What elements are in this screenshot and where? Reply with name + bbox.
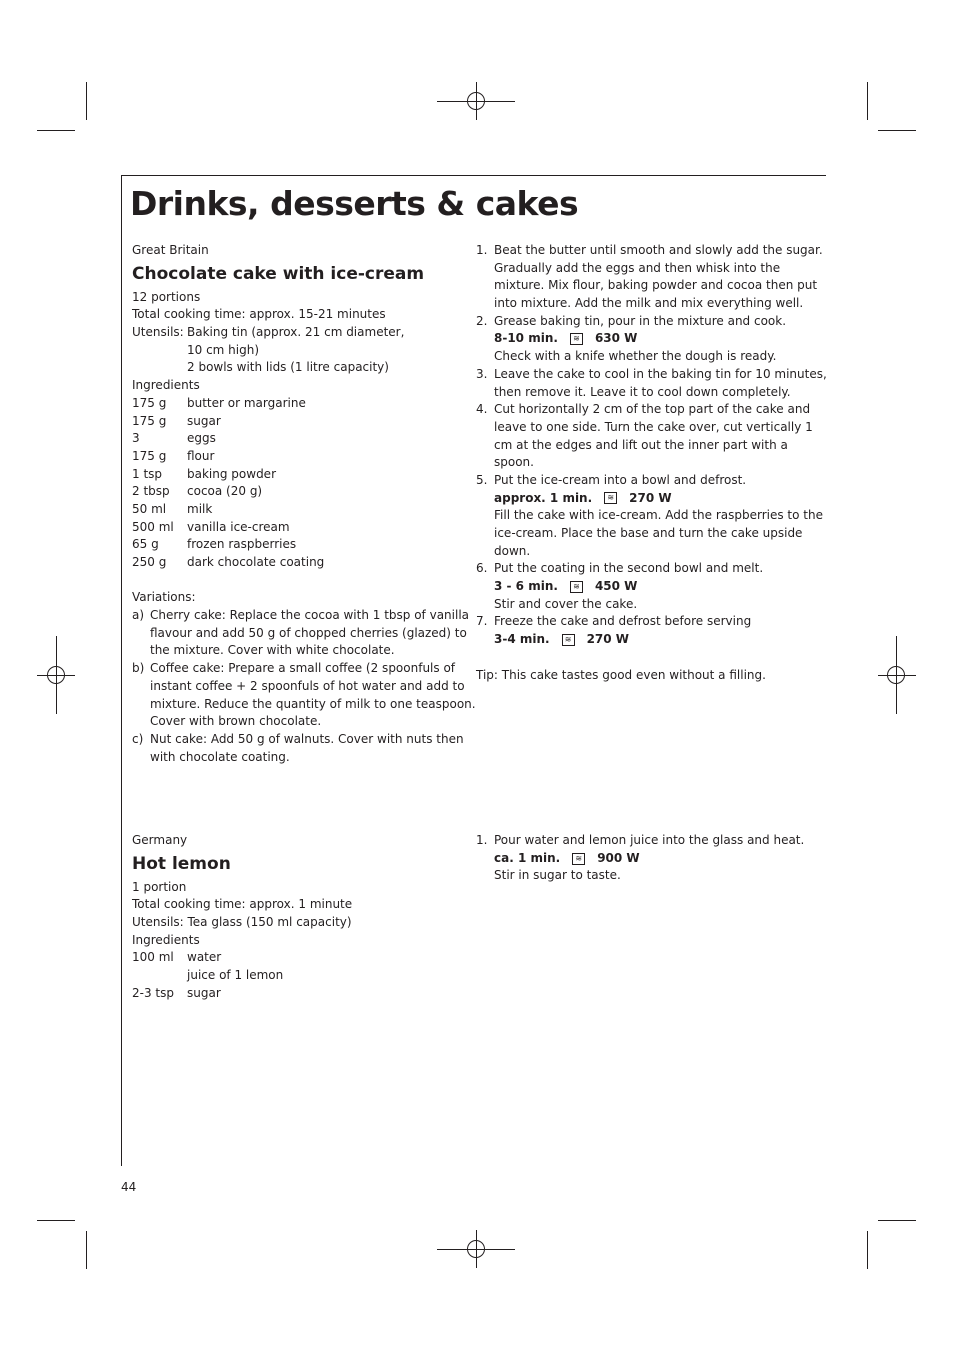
ingredient-name: baking powder bbox=[187, 466, 276, 481]
ingredient-row bbox=[132, 395, 462, 413]
recipe2-portions: 1 portion bbox=[132, 879, 187, 894]
recipe1-region: Great Britain bbox=[132, 243, 209, 257]
variation-line: Cherry cake: Replace the cocoa with 1 tbsp of vanilla bbox=[150, 608, 470, 623]
ingredient-row bbox=[132, 501, 462, 519]
utensil-line: Baking tin (approx. 21 cm diameter, bbox=[187, 325, 405, 340]
ingredient-qty bbox=[132, 967, 187, 985]
recipe1-title: Chocolate cake with ice-cream bbox=[132, 263, 425, 284]
variation-line: Coffee cake: Prepare a small coffee (2 spoonfuls of bbox=[150, 661, 456, 676]
step-number: 4. bbox=[476, 402, 488, 417]
utensil-line: 10 cm high) bbox=[187, 342, 260, 357]
setting-time: approx. 1 min. bbox=[494, 490, 593, 505]
cooking-setting bbox=[494, 578, 637, 596]
step-number: 3. bbox=[476, 366, 488, 381]
microwave-power-icon: ≋ bbox=[570, 333, 583, 345]
step-4 bbox=[476, 401, 816, 472]
step-number: 5. bbox=[476, 472, 488, 487]
ingredient-row bbox=[132, 985, 462, 1003]
page-number: 44 bbox=[121, 1180, 137, 1194]
recipe1-utensils bbox=[132, 324, 462, 342]
step-number: 2. bbox=[476, 313, 488, 328]
step-line: Stir in sugar to taste. bbox=[494, 868, 621, 883]
step-line: Cut horizontally 2 cm of the top part of the cake and bbox=[494, 402, 811, 417]
step-number: 1. bbox=[476, 243, 488, 257]
ingredient-name: butter or margarine bbox=[187, 395, 306, 410]
ingredient-name: water bbox=[187, 950, 222, 965]
setting-time: 3 - 6 min. bbox=[494, 579, 558, 594]
ingredient-name: milk bbox=[187, 501, 213, 516]
step-line: Check with a knife whether the dough is ready. bbox=[494, 349, 777, 364]
setting-time: 8-10 min. bbox=[494, 331, 558, 346]
ingredient-qty: 2 tbsp bbox=[132, 484, 170, 499]
ingredient-qty: 65 g bbox=[132, 537, 159, 552]
ingredient-name: flour bbox=[187, 448, 215, 463]
microwave-power-icon: ≋ bbox=[570, 581, 583, 593]
step-line: Gradually add the eggs and then whisk into the bbox=[494, 260, 781, 275]
ingredient-qty: 175 g bbox=[132, 395, 167, 410]
step-line: Put the coating in the second bowl and melt. bbox=[494, 561, 764, 576]
recipe2-method bbox=[476, 832, 816, 885]
setting-time: 3-4 min. bbox=[494, 632, 550, 647]
step-line: into mixture. Add the milk and mix everything well. bbox=[494, 296, 804, 311]
recipe1-info bbox=[132, 242, 476, 766]
step-7 bbox=[476, 613, 816, 648]
recipe2-utensils: Utensils: Tea glass (150 ml capacity) bbox=[132, 915, 352, 930]
recipe2-ingredient-list bbox=[132, 949, 462, 1002]
utensils-label: Utensils: bbox=[132, 325, 184, 340]
frame-left-rule bbox=[121, 175, 122, 1166]
ingredient-name: vanilla ice-cream bbox=[187, 519, 290, 534]
step-line: cm at the edges and lift out the inner part with a bbox=[494, 437, 788, 452]
ingredient-name: sugar bbox=[187, 413, 221, 428]
recipe2-region: Germany bbox=[132, 833, 188, 847]
step-1 bbox=[476, 242, 823, 313]
microwave-power-icon: ≋ bbox=[562, 634, 575, 646]
variation-letter: c) bbox=[132, 731, 144, 746]
ingredients-label: Ingredients bbox=[132, 378, 200, 393]
step-line: ice-cream. Place the base and turn the cake upside bbox=[494, 526, 803, 540]
cooking-setting bbox=[494, 631, 629, 649]
setting-power: 270 W bbox=[629, 490, 672, 505]
step-line: spoon. bbox=[494, 455, 534, 470]
step-line: then remove it. Leave it to cool down completely. bbox=[494, 384, 791, 399]
variation-line: mixture. Reduce the quantity of milk to one teaspoon. bbox=[150, 696, 476, 711]
ingredient-row bbox=[132, 413, 462, 431]
ingredient-qty: 175 g bbox=[132, 413, 167, 428]
ingredient-qty: 100 ml bbox=[132, 950, 174, 965]
variation-letter: a) bbox=[132, 608, 145, 623]
cooking-setting bbox=[494, 850, 640, 868]
step-number: 6. bbox=[476, 561, 488, 576]
microwave-power-icon: ≋ bbox=[604, 492, 617, 504]
page-title: Drinks, desserts & cakes bbox=[130, 184, 579, 223]
step-number: 7. bbox=[476, 614, 488, 629]
ingredient-qty: 500 ml bbox=[132, 519, 174, 534]
ingredients-label: Ingredients bbox=[132, 932, 200, 947]
step-line: leave to one side. Turn the cake over, cut vertically 1 bbox=[494, 419, 813, 434]
variation-b bbox=[132, 660, 476, 731]
step-line: Leave the cake to cool in the baking tin for 10 minutes, bbox=[494, 366, 827, 381]
ingredient-qty: 50 ml bbox=[132, 501, 167, 516]
ingredient-qty: 250 g bbox=[132, 555, 167, 569]
variation-letter: b) bbox=[132, 661, 145, 676]
ingredient-name: eggs bbox=[187, 431, 216, 446]
variation-line: the mixture. Cover with white chocolate. bbox=[150, 643, 395, 658]
step-line: Freeze the cake and defrost before serving bbox=[494, 614, 752, 629]
variation-line: instant coffee + 2 spoonfuls of hot water and add to bbox=[150, 678, 465, 693]
variations-label: Variations: bbox=[132, 590, 196, 605]
ingredient-row bbox=[132, 554, 462, 572]
recipe1-ingredient-list bbox=[132, 395, 462, 572]
setting-power: 450 W bbox=[594, 579, 638, 594]
variation-line: with chocolate coating. bbox=[150, 749, 290, 764]
ingredient-name: juice of 1 lemon bbox=[187, 968, 284, 983]
ingredient-row bbox=[132, 967, 462, 985]
ingredient-qty: 2-3 tsp bbox=[132, 985, 174, 1000]
step-2 bbox=[476, 313, 816, 366]
recipe1-portions: 12 portions bbox=[132, 289, 201, 304]
ingredient-name: frozen raspberries bbox=[187, 537, 297, 552]
ingredient-qty: 1 tsp bbox=[132, 466, 163, 481]
cooking-setting bbox=[494, 330, 637, 348]
ingredient-name: cocoa (20 g) bbox=[187, 484, 263, 499]
ingredient-row bbox=[132, 430, 462, 448]
ingredient-name: sugar bbox=[187, 985, 221, 1000]
step-number: 1. bbox=[476, 833, 488, 847]
ingredient-name: dark chocolate coating bbox=[187, 555, 325, 569]
ingredient-row bbox=[132, 483, 462, 501]
recipe1-cooking-time: Total cooking time: approx. 15-21 minutes bbox=[132, 307, 386, 322]
variation-line: Nut cake: Add 50 g of walnuts. Cover with nuts then bbox=[150, 731, 464, 746]
microwave-power-icon: ≋ bbox=[572, 853, 585, 865]
setting-power: 270 W bbox=[586, 632, 630, 647]
setting-power: 900 W bbox=[597, 850, 640, 865]
ingredient-qty: 175 g bbox=[132, 448, 167, 463]
ingredient-row bbox=[132, 519, 462, 537]
frame-top-rule bbox=[121, 175, 826, 176]
utensil-line: 2 bowls with lids (1 litre capacity) bbox=[187, 360, 389, 375]
step-line: Pour water and lemon juice into the glass and heat. bbox=[494, 833, 805, 847]
cooking-setting bbox=[494, 490, 672, 508]
recipe2-cooking-time: Total cooking time: approx. 1 minute bbox=[132, 897, 353, 912]
variation-a bbox=[132, 607, 470, 660]
step-line: Put the ice-cream into a bowl and defrost. bbox=[494, 472, 747, 487]
step-1 bbox=[476, 832, 816, 885]
step-5 bbox=[476, 472, 823, 560]
recipe2-info bbox=[132, 832, 462, 1003]
variation-c bbox=[132, 731, 462, 766]
step-line: Stir and cover the cake. bbox=[494, 596, 638, 611]
setting-time: ca. 1 min. bbox=[494, 850, 561, 865]
step-line: mixture. Mix flour, baking powder and cocoa then put bbox=[494, 278, 818, 293]
variation-line: Cover with brown chocolate. bbox=[150, 714, 322, 729]
recipe1-method bbox=[476, 242, 827, 684]
step-line: Fill the cake with ice-cream. Add the raspberries to the bbox=[494, 508, 823, 523]
ingredient-qty: 3 bbox=[132, 431, 140, 446]
ingredient-row bbox=[132, 536, 462, 554]
ingredient-row bbox=[132, 448, 462, 466]
step-3 bbox=[476, 366, 827, 401]
step-line: down. bbox=[494, 543, 531, 558]
ingredient-row bbox=[132, 466, 462, 484]
step-line: Grease baking tin, pour in the mixture and cook. bbox=[494, 313, 787, 328]
setting-power: 630 W bbox=[594, 331, 638, 346]
step-line: Beat the butter until smooth and slowly add the sugar. bbox=[494, 243, 823, 257]
recipe1-tip: Tip: This cake tastes good even without a filling. bbox=[476, 667, 766, 682]
step-6 bbox=[476, 560, 816, 613]
recipe2-title: Hot lemon bbox=[132, 853, 231, 874]
variation-line: flavour and add 50 g of chopped cherries (glazed) to bbox=[150, 625, 467, 640]
ingredient-row bbox=[132, 949, 462, 967]
